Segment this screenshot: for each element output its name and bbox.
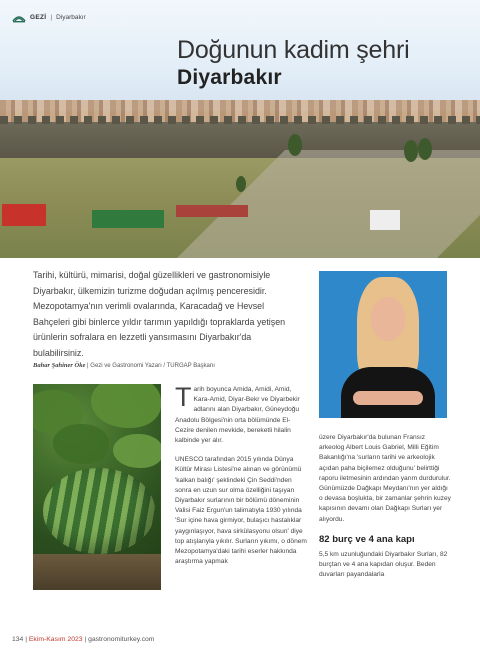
leaf (53, 424, 109, 464)
magazine-logo-icon (12, 12, 26, 23)
author-line (33, 362, 215, 369)
dropcap: T (175, 382, 192, 412)
body-paragraph-2: UNESCO tarafından 2015 yılında Dünya Kültür Mirası Listesi'ne alınan ve görünümü 'kalkan balığı' şeklindeki Çin Seddi'nden sonra en uzun sur olma özelliğini taşıyan Diyarbakır surlarının bir bölümü döneminin Valisi Faiz Ergun'un talimatıyla 1930 yılında 'Sur içine hava girmiyor, bulaşıcı hastalıklar yaygınlaşıyor, hava sirkülasyonu olsun' diye top atışlarıyla yıkılır. Surların yıkımı, o dönem Mezopotamya'daki tarihi eserler hakkında araştırma yapmak (175, 456, 307, 566)
author-portrait-photo (319, 271, 447, 418)
section-subsection: Diyarbakır (56, 14, 86, 21)
watermelon-photo (33, 384, 161, 590)
soil (33, 554, 161, 590)
hero-red-roof (2, 204, 46, 226)
hero-green-roof (92, 210, 164, 228)
body-paragraph-1 (175, 382, 307, 446)
section-label: GEZİ (30, 14, 47, 21)
body-column-middle (175, 382, 307, 576)
issue-date: Ekim-Kasım 2023 (28, 636, 83, 643)
hero-white-building (370, 210, 400, 230)
portrait-arms (353, 391, 423, 405)
portrait-face (371, 297, 405, 341)
page-number: 134 (12, 636, 24, 643)
article-title-line1: Doğunun kadim şehri (177, 36, 410, 64)
leaf (91, 384, 161, 428)
hero-tree (404, 140, 418, 162)
subheading: 82 burç ve 4 ana kapı (319, 533, 415, 545)
website-link[interactable]: gastronomiturkey.com (88, 636, 155, 643)
article-title-line2: Diyarbakır (177, 66, 282, 89)
article-intro: Tarihi, kültürü, mimarisi, doğal güzellikleri ve gastronomisiyle Diyarbakır, ülkemizin turizme doğudan açılmış penceresidir. Mezopotamya'nın verimli ovalarında, Karacadağ ve Hevsel Bahçeleri gibi binlerce yıldır tarımın yapıldığı topraklarda yetişen ürünlerin sofralara en lezzetli yansımasını Diyarbakır'da bulabilirsiniz. (33, 270, 286, 358)
hero-tree (418, 138, 432, 160)
section-separator: | (50, 14, 53, 21)
hero-red-roof-2 (176, 205, 248, 217)
leaf (113, 434, 161, 468)
body-paragraph-4: 5,5 km uzunluğundaki Diyarbakır Surları, 82 burçtan ve 4 ana kapıdan oluşur. Beden duvarları payandalarla (319, 551, 448, 579)
author-name: Bahar Şahiner Öke (33, 362, 86, 369)
body-column-right (319, 433, 451, 581)
hero-image (0, 0, 480, 258)
body-paragraph-1-text: arih boyunca Amida, Amidi, Amid, Kara-Amid, Diyar-Bekr ve Diyarbekir adlarını alan Diyarbakır, Güneydoğu Anadolu Bölgesi'nin orta bölümünde El-Cezire denilen mevkide, bereketli hilalin kalbinde yer alır. (175, 386, 300, 445)
footer-separator: | (25, 636, 27, 643)
section-header (12, 12, 86, 23)
body-paragraph-3: üzere Diyarbakır'da bulunan Fransız arkeolog Albert Louis Gabriel, Milli Eğitim Bakanlığı'na 'surların tarihi ve arkeolojik açıdan paha biçilemez olduğunu' belirttiği raporu iletmesinin ardından yarım durdurulur. Günümüzde Dağkapı Meydanı'nın yer aldığı o devasa boşlukta, bir zamanlar şehrin kuzey kapısının devamı olan Dağkapı Surları yer alıyordu. (319, 434, 451, 523)
hero-tree (288, 134, 302, 156)
page-footer (12, 636, 154, 643)
author-role: | Gezi ve Gastronomi Yazarı / TURGAP Başkanı (87, 363, 215, 369)
watermelon (43, 468, 155, 554)
footer-separator: | (84, 636, 87, 643)
hero-tree (236, 176, 246, 192)
